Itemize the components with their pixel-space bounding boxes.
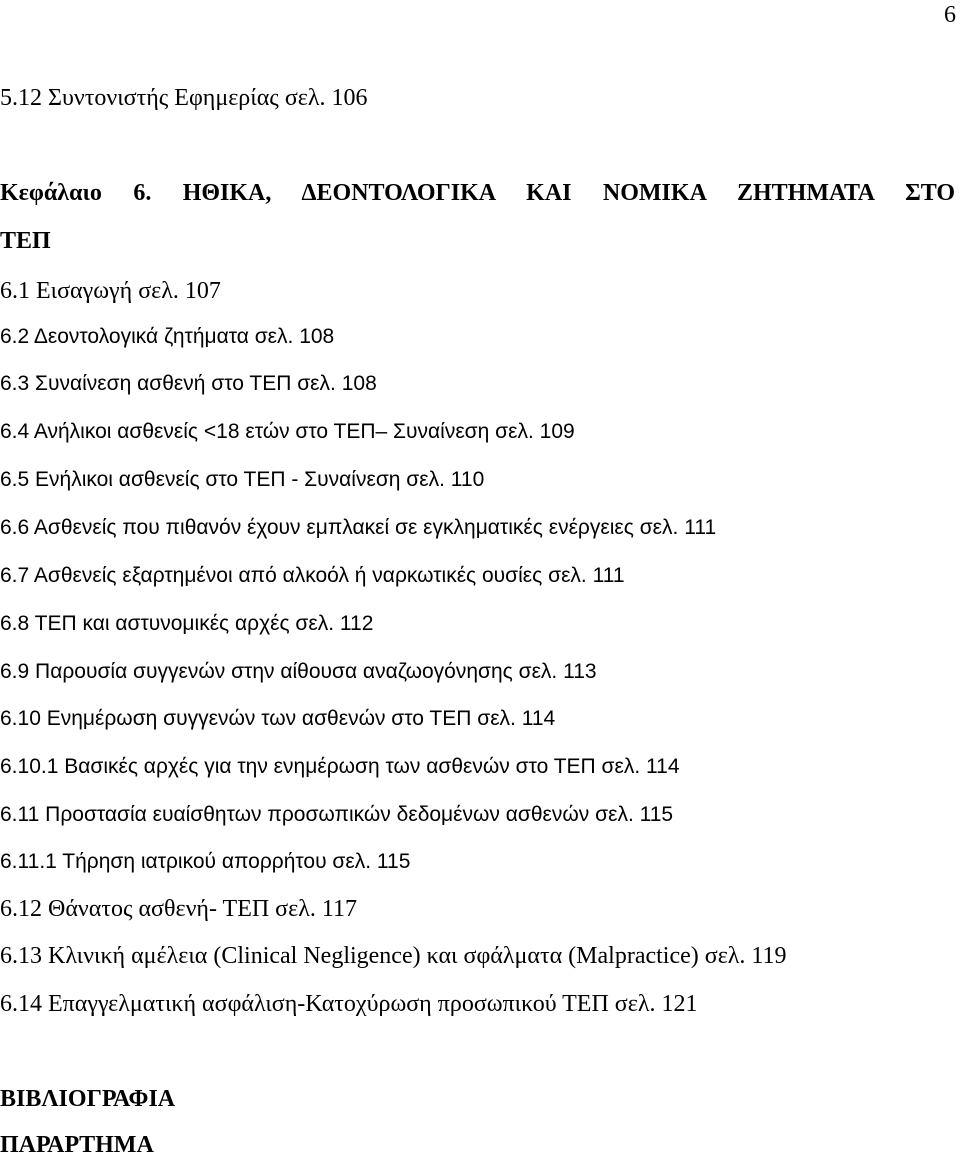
toc-entry: 6.8 ΤΕΠ και αστυνομικές αρχές σελ. 112 xyxy=(0,612,374,635)
toc-entry: 6.4 Ανήλικοι ασθενείς <18 ετών στο ΤΕΠ– Συναίνεση σελ. 109 xyxy=(0,420,575,443)
chapter-heading-continuation: ΤΕΠ xyxy=(0,228,51,254)
toc-entry-5-12: 5.12 Συντονιστής Εφημερίας σελ. 106 xyxy=(0,85,368,111)
toc-entry: 6.14 Επαγγελματική ασφάλιση-Κατοχύρωση προσωπικού ΤΕΠ σελ. 121 xyxy=(0,991,698,1017)
bibliography-heading: ΒΙΒΛΙΟΓΡΑΦΙΑ xyxy=(0,1086,176,1112)
toc-entry: 6.11 Προστασία ευαίσθητων προσωπικών δεδομένων ασθενών σελ. 115 xyxy=(0,803,674,826)
toc-entry: 6.11.1 Τήρηση ιατρικού απορρήτου σελ. 115 xyxy=(0,850,411,873)
toc-entry: 6.12 Θάνατος ασθενή- ΤΕΠ σελ. 117 xyxy=(0,896,357,922)
toc-entry: 6.10.1 Βασικές αρχές για την ενημέρωση των ασθενών στο ΤΕΠ σελ. 114 xyxy=(0,755,680,778)
toc-entry: 6.5 Ενήλικοι ασθενείς στο ΤΕΠ - Συναίνεση σελ. 110 xyxy=(0,468,485,491)
toc-entry: 6.7 Ασθενείς εξαρτημένοι από αλκοόλ ή ναρκωτικές ουσίες σελ. 111 xyxy=(0,564,625,587)
toc-entry: 6.13 Κλινική αμέλεια (Clinical Negligence) και σφάλματα (Malpractice) σελ. 119 xyxy=(0,943,787,969)
toc-entry: 6.2 Δεοντολογικά ζητήματα σελ. 108 xyxy=(0,325,335,348)
toc-entry: 6.9 Παρουσία συγγενών στην αίθουσα αναζωογόνησης σελ. 113 xyxy=(0,660,597,683)
toc-entry: 6.6 Ασθενείς που πιθανόν έχουν εμπλακεί σε εγκληματικές ενέργειες σελ. 111 xyxy=(0,516,717,539)
appendix-heading: ΠΑΡΑΡΤΗΜΑ xyxy=(0,1132,154,1158)
toc-entry: 6.1 Εισαγωγή σελ. 107 xyxy=(0,278,221,304)
toc-entry: 6.3 Συναίνεση ασθενή στο ΤΕΠ σελ. 108 xyxy=(0,372,377,395)
toc-entry: 6.10 Ενημέρωση συγγενών των ασθενών στο ΤΕΠ σελ. 114 xyxy=(0,707,556,730)
chapter-heading: Κεφάλαιο 6. ΗΘΙΚΑ, ΔΕΟΝΤΟΛΟΓΙΚΑ ΚΑΙ ΝΟΜΙΚΑ ΖΗΤΗΜΑΤΑ ΣΤΟ xyxy=(0,180,955,206)
page-number: 6 xyxy=(944,2,956,28)
